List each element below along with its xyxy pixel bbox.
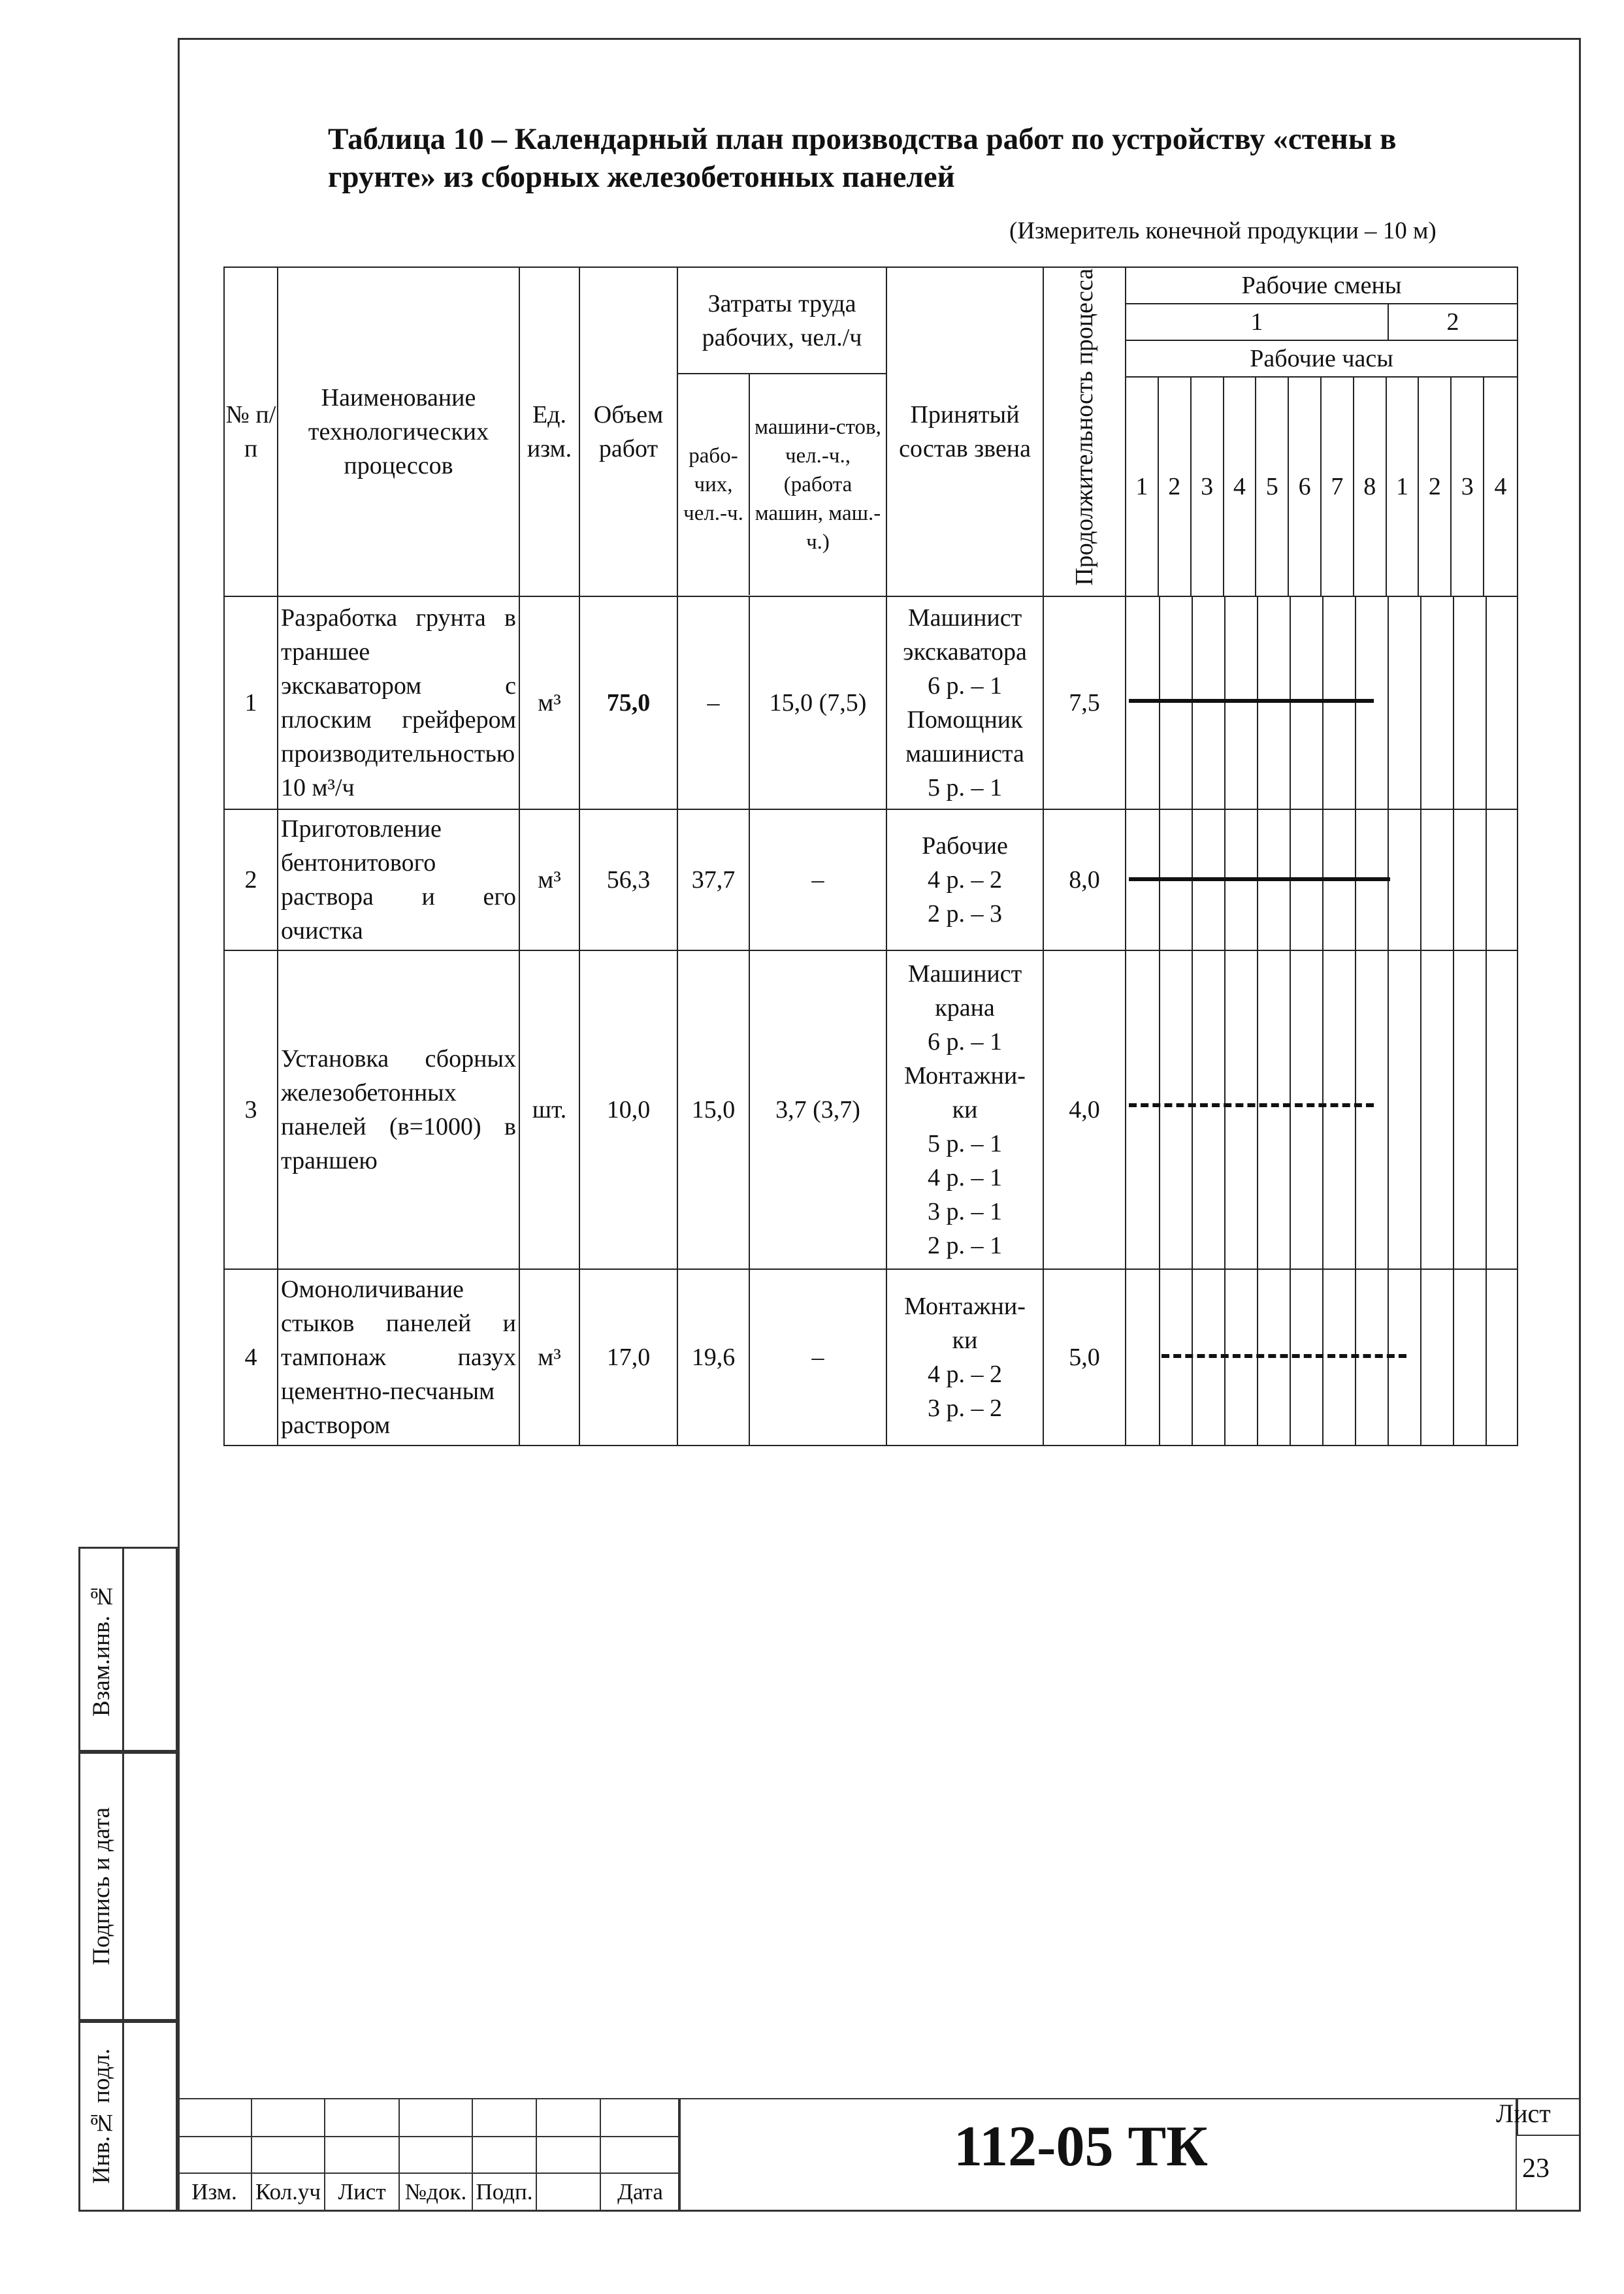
gantt-gridline [1257, 597, 1258, 809]
table-row [224, 1269, 1518, 1446]
row-crew [886, 596, 1043, 809]
gantt-gridline [1486, 1270, 1487, 1445]
crew-line: 3 р. – 2 [928, 1395, 1003, 1422]
row-name: Приготовление бентонитового раствора и его очистка [278, 809, 519, 950]
gantt-gridline [1322, 597, 1324, 809]
stamp-ndok: №док. [404, 2179, 467, 2205]
header-machinists: машини-стов, чел.-ч., (работа машин, маш.-ч.) [755, 415, 881, 554]
stamp-izm: Изм. [191, 2179, 237, 2205]
document-code: 112-05 ТК [954, 2115, 1208, 2178]
hour-label: 1 [1126, 378, 1159, 596]
gantt-gridline [1322, 951, 1324, 1268]
header-shifts: Рабочие смены [1126, 268, 1517, 304]
title-block [178, 2098, 1581, 2212]
crew-line: Рабочие [922, 832, 1008, 860]
side-vzam-label: Взам.инв. № [88, 1582, 115, 1717]
row-num: 1 [224, 596, 278, 809]
table-row [224, 596, 1518, 809]
gantt-gridline [1453, 1270, 1454, 1445]
hour-labels [1126, 378, 1517, 596]
side-vzam [78, 1547, 178, 1752]
gantt-gridline [1224, 597, 1226, 809]
header-unit: Ед. изм. [519, 267, 579, 596]
row-crew [886, 1269, 1043, 1446]
stamp-list: Лист [338, 2179, 386, 2205]
crew-line: 4 р. – 1 [928, 1164, 1003, 1191]
hour-label: 5 [1256, 378, 1289, 596]
gantt-gridline [1486, 951, 1487, 1268]
header-shift1: 1 [1126, 304, 1389, 340]
crew-line: 5 р. – 1 [928, 1130, 1003, 1157]
row-unit: м³ [519, 809, 579, 950]
row-crew [886, 950, 1043, 1269]
row-duration: 8,0 [1043, 809, 1126, 950]
header-labor-title: Затраты труда рабочих, чел./ч [678, 268, 886, 374]
crew-line: 5 р. – 1 [928, 774, 1003, 801]
row-volume: 17,0 [579, 1269, 677, 1446]
crew-line: 4 р. – 2 [928, 866, 1003, 894]
gantt-gridline [1192, 951, 1193, 1268]
hour-label: 1 [1387, 378, 1420, 596]
row-gantt [1126, 596, 1518, 809]
gantt-gridline [1388, 951, 1389, 1268]
row-machinists: – [749, 1269, 886, 1446]
side-inv [78, 2021, 178, 2212]
row-gantt [1126, 1269, 1518, 1446]
row-unit: м³ [519, 1269, 579, 1446]
table-title: Таблица 10 – Календарный план производства работ по устройству «стены в грунте» из сборных железобетонных панелей [328, 122, 1397, 194]
gantt-gridline [1290, 951, 1291, 1268]
row-workers: 15,0 [677, 950, 749, 1269]
hour-label: 3 [1452, 378, 1484, 596]
gantt-gridline [1290, 597, 1291, 809]
crew-line: Машинист [907, 960, 1022, 988]
hour-label: 7 [1322, 378, 1354, 596]
row-unit: м³ [519, 596, 579, 809]
crew-line: Монтажни- [904, 1062, 1026, 1090]
row-gantt [1126, 809, 1518, 950]
crew-line: 3 р. – 1 [928, 1198, 1003, 1225]
table-subtitle: (Измеритель конечной продукции – 10 м) [1009, 218, 1437, 244]
crew-line: Монтажни- [904, 1293, 1026, 1320]
stamp-data: Дата [617, 2179, 663, 2205]
row-num: 3 [224, 950, 278, 1269]
crew-line: 6 р. – 1 [928, 1028, 1003, 1056]
header-name: Наименование технологических процессов [278, 267, 519, 596]
header-shift2: 2 [1446, 308, 1459, 336]
row-unit: шт. [519, 950, 579, 1269]
gantt-gridline [1388, 597, 1389, 809]
row-volume: 75,0 [579, 596, 677, 809]
hour-label: 3 [1192, 378, 1224, 596]
gantt-gridline [1486, 810, 1487, 950]
row-workers: – [677, 596, 749, 809]
row-machinists: 3,7 (3,7) [749, 950, 886, 1269]
hour-label: 4 [1494, 473, 1507, 500]
row-duration: 7,5 [1043, 596, 1126, 809]
gantt-gridline [1355, 597, 1356, 809]
header-volume: Объем работ [579, 267, 677, 596]
row-machinists: 15,0 (7,5) [749, 596, 886, 809]
gantt-gridline [1257, 951, 1258, 1268]
row-duration: 5,0 [1043, 1269, 1126, 1446]
side-podpis [78, 1752, 178, 2021]
header-crew: Принятый состав звена [886, 267, 1043, 596]
row-num: 4 [224, 1269, 278, 1446]
gantt-gridline [1420, 951, 1421, 1268]
header-num: № п/п [224, 267, 278, 596]
header-labor [677, 267, 886, 596]
crew-line: экскаватора [903, 638, 1027, 666]
gantt-gridline [1192, 597, 1193, 809]
crew-line: Помощник [907, 706, 1023, 734]
gantt-bar [1129, 877, 1390, 881]
gantt-gridline [1486, 597, 1487, 809]
crew-line: машиниста [905, 740, 1024, 767]
gantt-gridline [1453, 597, 1454, 809]
crew-line: 2 р. – 3 [928, 900, 1003, 928]
header-hours: Рабочие часы [1126, 341, 1517, 378]
crew-line: ки [952, 1327, 978, 1354]
row-name: Установка сборных железобетонных панелей (в=1000) в траншею [278, 950, 519, 1269]
schedule-table [223, 267, 1518, 1446]
side-inv-label: Инв.№ подл. [88, 2048, 115, 2184]
gantt-gridline [1159, 597, 1160, 809]
crew-line: Машинист [907, 604, 1022, 632]
side-podpis-label: Подпись и дата [88, 1807, 115, 1965]
row-machinists: – [749, 809, 886, 950]
crew-line: ки [952, 1096, 978, 1123]
gantt-gridline [1420, 1270, 1421, 1445]
gantt-gridline [1453, 951, 1454, 1268]
crew-line: 2 р. – 1 [928, 1232, 1003, 1259]
row-name: Разработка грунта в траншее экскаватором с плоским грейфером производительностью 10 м³/ч [278, 596, 519, 809]
crew-line: 4 р. – 2 [928, 1361, 1003, 1388]
hour-label: 2 [1159, 378, 1192, 596]
sheet-label: Лист [1496, 2099, 1551, 2128]
gantt-gridline [1420, 597, 1421, 809]
header-workers: рабо-чих, чел.-ч. [678, 374, 750, 595]
row-workers: 19,6 [677, 1269, 749, 1446]
crew-line: крана [935, 994, 995, 1022]
hour-label: 2 [1419, 378, 1452, 596]
hour-label: 6 [1289, 378, 1322, 596]
gantt-bar [1129, 1103, 1374, 1107]
table-row [224, 809, 1518, 950]
gantt-gridline [1159, 1270, 1160, 1445]
gantt-gridline [1453, 810, 1454, 950]
row-volume: 56,3 [579, 809, 677, 950]
hour-label: 4 [1224, 378, 1257, 596]
row-gantt [1126, 950, 1518, 1269]
table-row [224, 950, 1518, 1269]
crew-line: 6 р. – 1 [928, 672, 1003, 700]
header-duration-text: Продолжительность процесса [1071, 268, 1099, 586]
header-gantt [1126, 267, 1518, 596]
gantt-gridline [1224, 951, 1226, 1268]
gantt-gridline [1420, 810, 1421, 950]
row-crew [886, 809, 1043, 950]
row-workers: 37,7 [677, 809, 749, 950]
hour-label: 8 [1354, 378, 1387, 596]
sheet-number: 23 [1522, 2154, 1550, 2184]
gantt-bar [1161, 1354, 1406, 1358]
row-duration: 4,0 [1043, 950, 1126, 1269]
row-name: Омоноличивание стыков панелей и тампонаж пазух цементно-песчаным раствором [278, 1269, 519, 1446]
gantt-bar [1129, 699, 1374, 703]
stamp-podp: Подп. [476, 2179, 533, 2205]
header-duration [1043, 267, 1126, 596]
gantt-gridline [1355, 951, 1356, 1268]
gantt-gridline [1159, 951, 1160, 1268]
stamp-kol: Кол.уч [255, 2179, 321, 2205]
row-volume: 10,0 [579, 950, 677, 1269]
row-num: 2 [224, 809, 278, 950]
